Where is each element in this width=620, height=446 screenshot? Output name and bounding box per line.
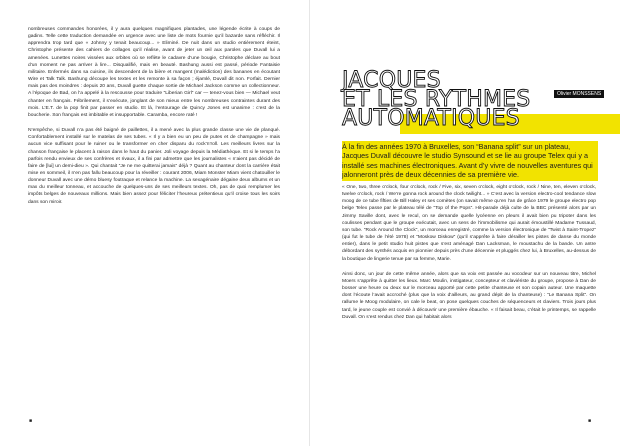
right-paragraph-2: Ainsi donc, un jour de cette même année, alors que sa voix est passée au vocodeur sur un nouveau titre, Michel Moers s’apprête à quitter les lieux. Marc Moulin, instigateur, concepteur et claviériste du groupe, propose à Dan de bosser une heure ou deux sur le morceau apporté par cette petite chanteuse et son copain auteur. Une maquette dont l’écoute l’avait accroché (plus que la voix d’ailleurs, au grand dépit de la chanteuse) : “Le Banana Split”. On rallume le Moog modulaire, on cale le beat, on pose quelques couches de séquenceurs et claviers. Trois jours plus tard, le jeune couple est convié à découvrir une première ébauche. « Il faisait beau, c’était le printemps, se rappelle Duvall. On s’est rendus chez Dan qui habitait alors [342,271,596,320]
title-line-1: JACQUES [342,68,441,93]
left-paragraph-1: nombreuses commandes honorées, il y aura quelques magnifiques plantades, une légende écrite à coups de gadins. Telle cette traduction demandée en urgence avec une liste de mots fournie qu’il bazarde sans réfléchir. Il apprendra trop tard que « Johnny y tenait beaucoup... » Eliminé. De nuit dans un studio entièrement éteint, Christophe présente des cahiers de collages qu’il réalise, avant de jeter un œil aux paroles que Duvall lui a amenées. Lunettes noires vissées aux orbites où se reflète le cadavre d’une bougie, Christophe déclare au bout d’un moment ne pas arriver à lire... Disqualifié, mais en beauté. Bashung aussi est passé, période Fantaisie militaire. Enfermés dans sa cuisine, ils descendent de la bière et mangent (malédiction) des bananes en écoutant Wire et Talk Talk. Bashung découpe les textes et les remonte à sa façon ; éjamlé, Duvall dit non. Forfait. Dernier mais pas des moindres : depuis 20 ans, Duvall guette chaque sortie de Michael Jackson comme un collectionneur. A l’époque de Bad, on l’a appelé à la rescousse pour traduire “Liberian Girl” car — tenez-vous bien — Michael veut chanter en français. Fébrilement, il s’exécute, jonglant de son mieux entre les nombreuses contraintes durant des mois. L’E.T. de la pop finit par passer en studio. Et là, l’entourage de Quincy Jones est unanime : c’est de la boucherie. Son français est imbitable et insupportable. Caramba, encore raté ! [28,27,280,118]
right-page [310,0,620,446]
left-folio-mark: ■ [28,418,33,424]
right-column [342,184,596,329]
article-title [342,70,602,140]
left-paragraph-2: N’empêche, si Duvall n’a pas été baigné de paillettes, il a mené avec la plus grande classe une vie de planqué. Confortablement installé sur le matelas de ses tubes. « Il y a bien eu un peu de putes et de champagne » mais aucun vice suffisant pour le ruiner ou le transformer en cher disparu du rock’n’roll. Les meilleurs livres sur la chanson française le placent à raison dans le haut du panier. Joli voyage depuis la Médiathèque. Et si le temps l’a parfois rendu envieux de ses confrères et rivaux, il a fini par admettre que les journalistes « n’aient pas décidé de faire de [lui] un demi-dieu ». Qui chantait “Je ne me quitterai jamais” déjà ? Quant au chanteur dont la carrière était mise en sommeil, il n’en pas fallu beaucoup pour la réveiller : courant 2006, Miam Monster Miam vient chatouiller le donneur Duvall avec une démo bluesy foutraque et relance la machine. La sexagénaire dégaine deux albums et un max du meilleur tonneau, et accouche de quelques-uns de ses meilleurs textes. Oh, pas de quoi remplumer les impôts belges de nouveaux millions. Mais bien assez pour féliciter l’heureux prétentieux qu’il croise tous les soirs dans son miroir. [28,128,280,205]
title-line-2: ET LES RYTHMES [342,87,531,112]
title-line-3: AUTOMATIQUES [342,106,520,131]
left-column [28,26,280,214]
lead-paragraph-box [342,141,598,181]
author-byline: Olivier MONSSENS [554,90,604,98]
lead-paragraph: À la fin des années 1970 à Bruxelles, son “Banana split” sur un plateau, Jacques Duvall découvre le studio Synsound et se lie au groupe Telex qui y a installé ses machines électroniques. Avant d’y vivre de nouvelles aventures qui jalonneront près de deux décennies de sa première vie. [342,142,593,180]
right-paragraph-1: « One, two, three o’clock, four o’clock, rock / Five, six, seven o’clock, eight o’clock, rock / Nine, ten, eleven o’clock, twelve o’clock, rock / We’re gonna rock around the clock twilight... » C’est avec la version electro-cool tendance slow moog de ce tube fifties de Bill Haley et ses comètes (on savait même qu’en l’an de grâce 1979 le groupe electro pop belge Telex passe par le plateau télé de “Top of the Pops”. Hit-parade déjà culte de la BBC présenté alors par un Jimmy Saville dont, avec le recul, on se demande quelle lycéenne en pleurs il avait bien pu tripoter dans les coulisses pendant que le groupe exécutait, avec un sens de l’immobilisme qui aurait émoustillé Madame Tussaud, son tube. “Rock Around the Clock”, un morceau enregistré, comme la version électronique de “Twist à Saint-Tropez” (qui fut le tube de l’été 1978) et “Moskow Diskow” (qu’il s’apprête à faire dérailler les pistes de danse du monde entier), dans le petit studio huit pistes que s’est aménagé Dan Lacksman, le moustachu de la bande. Un antre débordant des synthés acquis en pionnier depuis près d’une décennie et pluggés chez lui, à Bruxelles, au-dessus de la boutique de lingerie tenue par sa femme, Marie. [342,185,596,262]
right-folio-mark: ■ [587,418,592,424]
